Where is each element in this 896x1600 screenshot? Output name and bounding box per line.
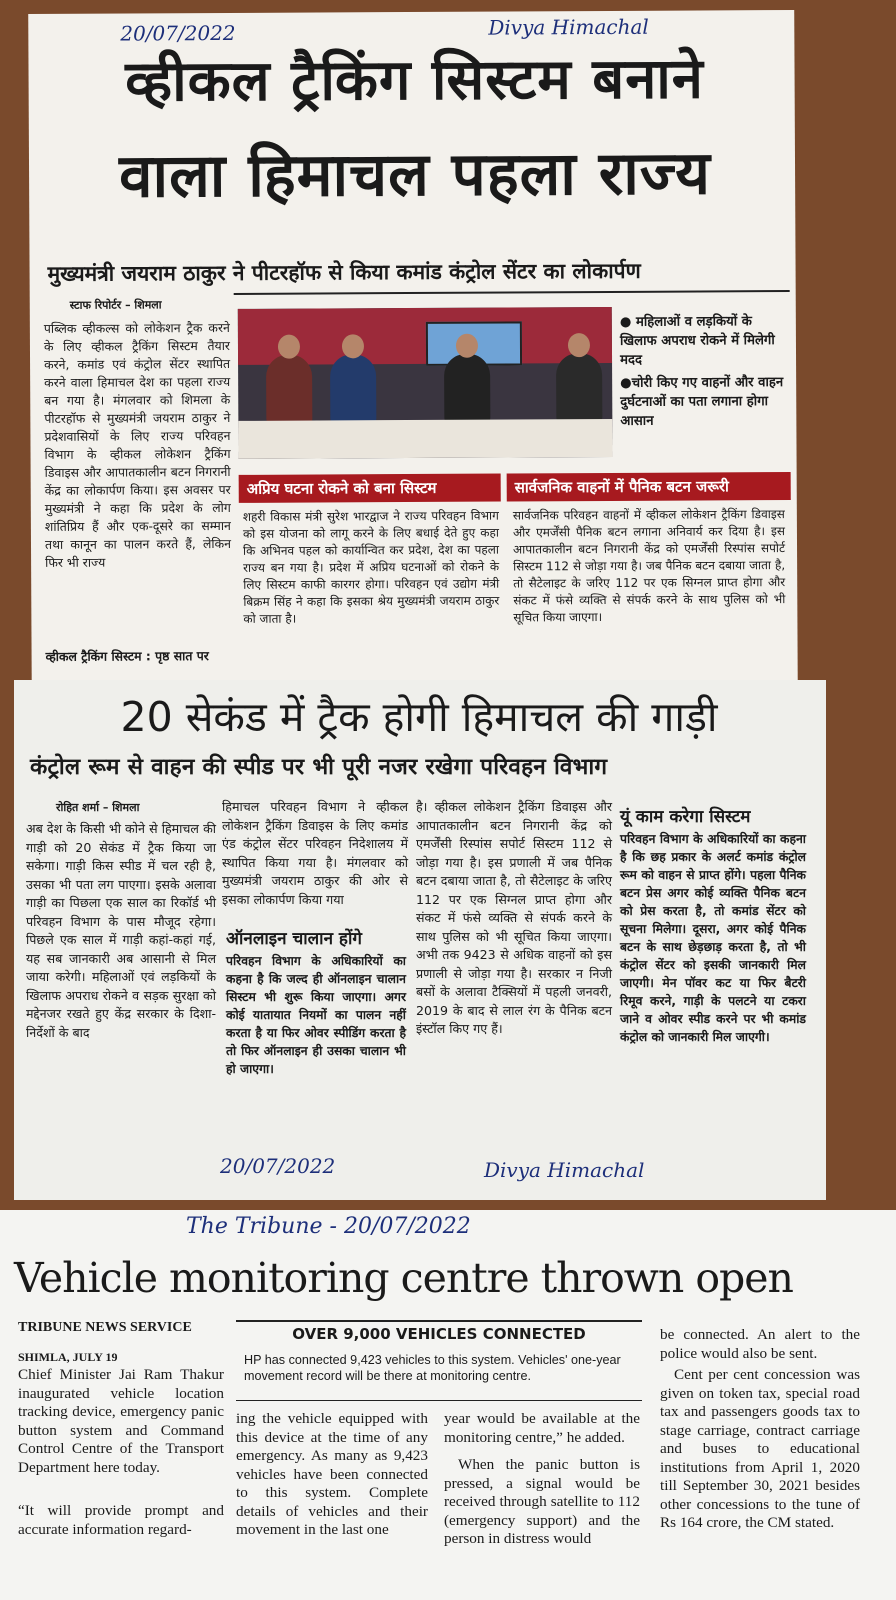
bullet-1: ● महिलाओं व लड़कियों के खिलाफ अपराध रोकने में मिलेगी मदद [619, 314, 775, 368]
online-body: परिवहन विभाग के अधिकारियों का कहना है कि जल्द ही ऑनलाइन चालान सिस्टम भी शुरू किया जाएगा। अगर कोई यातायात नियमों का पालन नहीं करता है या फिर ओवर स्पीडिंग करता है तो फिर ऑनलाइन ही उसका चालान भी हो जाएगा। [226, 954, 406, 1076]
box1-title: अप्रिय घटना रोकने को बना सिस्टम [239, 474, 501, 503]
col3b: When the panic button is pressed, a signal would be received through satellite to 112 (emergency support) and the person in distress would [444, 1456, 640, 1547]
box1-body: शहरी विकास मंत्री सुरेश भारद्वाज ने राज्य परिवहन विभाग को इस योजना को लागू करने के लिए बधाई देते हुए कहा कि अभिनव पहल को कार्यान्वित कर प्रदेश, देश का पहला राज्य बन गया है। प्रदेश में अप्रिय घटनाओं को रोकने के लिए सिस्टम काफी कारगर होगा। परिवहन एवं उद्योग मंत्री बिक्रम सिंह ने कहा कि इसका श्रेय मुख्यमंत्री जयराम ठाकुर को जाता है। [242, 508, 500, 626]
headline-line1: व्हीकल ट्रैकिंग सिस्टम बनाने [125, 46, 705, 115]
handwritten-date: 20/07/2022 [220, 1154, 336, 1178]
col1: अब देश के किसी भी कोने से हिमाचल की गाड़ी को 20 सेकंड में ट्रैक किया जा सकेगा। गाड़ी किस स्पीड में चल रही है, उसका भी पता लग पाएगा। इसके अलावा गाड़ी का पिछला एक साल का रिकॉर्ड भी परिवहन विभाग के पास मौजूद रहेगा। पिछले एक साल में गाड़ी कहां-कहां गई, यह सब जानकारी अब आसानी से मिल जाया करेगी। महिलाओं एवं लड़कियों के खिलाफ अपराध रोकने व सड़क सुरक्षा को मद्देनजर रखते हुए केंद्र सरकार के दिशा-निर्देशों के बाद [26, 821, 216, 1040]
highlight-bullets [620, 312, 791, 431]
dateline: SHIMLA, JULY 19 [18, 1350, 118, 1364]
col2: ing the vehicle equipped with this device at the time of any emergency. As many as 9,423 vehicles have been connected to this system. Complete details of vehicles and their movement in the last one [236, 1410, 428, 1538]
subheadline: कंट्रोल रूम से वाहन की स्पीड पर भी पूरी नजर रखेगा परिवहन विभाग [30, 754, 608, 780]
subheadline: मुख्यमंत्री जयराम ठाकुर ने पीटरहॉफ से किया कमांड कंट्रोल सेंटर का लोकार्पण [47, 258, 641, 286]
clipping-divya-himachal-2 [14, 680, 826, 1200]
clipping-tribune [0, 1210, 896, 1600]
bullet-2: ●चोरी किए गए वाहनों और वाहन दुर्घटनाओं का पता लगाना होगा आसान [620, 375, 784, 429]
col4b: Cent per cent concession was given on token tax, special road tax and passengers goods tax to stage carriage, contract carriage and buses to educational institutions from April 1, 2020 till September 30, 2021 besides other concessions to the tune of Rs 164 crore, the CM stated. [660, 1366, 860, 1531]
headline: 20 सेकंड में ट्रैक होगी हिमाचल की गाड़ी [120, 693, 718, 741]
headline: Vehicle monitoring centre thrown open [14, 1254, 793, 1302]
box-top-rule [236, 1320, 642, 1322]
handwritten-date: 20/07/2022 [120, 20, 236, 46]
byline: स्टाफ रिपोर्टर – शिमला [69, 298, 162, 312]
clipping-divya-himachal-1 [28, 10, 798, 694]
how-title: यूं काम करेगा सिस्टम [620, 807, 751, 827]
col3: है। व्हीकल लोकेशन ट्रैकिंग डिवाइस और आपातकालीन बटन निगरानी केंद्र को एमर्जेंसी रिस्पांस सपोर्ट सिस्टम 112 से जोड़ा गया है। इस प्रणाली में जब पैनिक बटन दबाया जाता है, तो सैटेलाइट के जरिए 112 पर एक सिग्नल प्राप्त होगा और संकट में फंसे व्यक्ति से संपर्क करने के साथ पुलिस को भी सूचित किया जाएगा। अभी तक 9423 से अधिक वाहनों को इस प्रणाली से जोड़ा गया है। सरकार न निजी बसों के अलावा टैक्सियों में पहली जनवरी, 2019 के बाद से लाल रंग के पैनिक बटन इंस्टॉल किए गए हैं। [416, 799, 612, 1036]
col2: हिमाचल परिवहन विभाग ने व्हीकल लोकेशन ट्रैकिंग डिवाइस के लिए कमांड एंड कंट्रोल सेंटर परिवहन निदेशालय में स्थापित किया गया है। मंगलवार को मुख्यमंत्री जयराम ठाकुर की ओर से इसका लोकार्पण किया गया [222, 799, 408, 907]
divider [234, 290, 790, 295]
col3: year would be available at the monitoring centre,” he added. [444, 1410, 640, 1446]
how-body: परिवहन विभाग के अधिकारियों का कहना है कि छह प्रकार के अलर्ट कमांड कंट्रोल रूम को वाहन से प्राप्त होंगे। पहला पैनिक बटन प्रेस अगर कोई व्यक्ति पैनिक बटन को प्रेस करता है, तो कमांड सेंटर को सूचना मिलेगा। दूसरा, अगर कोई पैनिक बटन के साथ छेड़छाड़ करता है, तो भी कंट्रोल सेंटर को इसकी जानकारी मिल जाएगी। मेन पॉवर कट या फिर बैटरी रिमूव करने, गाड़ी के पलटने या टकरा जाने व ओवर स्पीड करने पर भी कमांड कंट्रोल को जानकारी मिल जाएगी। [620, 832, 806, 1044]
col1b: “It will provide prompt and accurate information regard- [18, 1502, 224, 1538]
col1: Chief Minister Jai Ram Thakur inaugurated vehicle location tracking device, emergency panic button system and Command Control Centre of the Transport Department here today. [18, 1366, 224, 1476]
col4: be connected. An alert to the police would also be sent. [660, 1326, 860, 1362]
event-photo [238, 307, 613, 459]
handwritten-note: The Tribune - 20/07/2022 [186, 1214, 471, 1239]
online-title: ऑनलाइन चालान होंगे [226, 929, 362, 949]
box-title: OVER 9,000 VEHICLES CONNECTED [292, 1325, 586, 1343]
left-column-jump: व्हीकल ट्रैकिंग सिस्टम : पृष्ठ सात पर [45, 648, 209, 664]
handwritten-source: Divya Himachal [484, 1158, 645, 1182]
byline: रोहित शर्मा – शिमला [56, 801, 140, 814]
news-service: TRIBUNE NEWS SERVICE [18, 1320, 192, 1335]
box2-title: सार्वजनिक वाहनों में पैनिक बटन जरूरी [507, 472, 791, 501]
left-column: पब्लिक व्हीकल्स को लोकेशन ट्रैक करने के लिए व्हीकल ट्रैकिंग सिस्टम तैयार करने, कमांड एवं कंट्रोल सेंटर स्थापित करने वाला हिमाचल देश का पहला राज्य बन गया है। मंगलवार को शिमला के पीटरहॉफ से मुख्यमंत्री जयराम ठाकुर ने प्रदेशवासियों के लिए राज्य परिवहन विभाग के व्हीकल लोकेशन ट्रैकिंग डिवाइस और आपातकालीन बटन निगरानी केंद्र का लोकार्पण किया। इस अवसर पर मुख्यमंत्री ने कहा कि प्रदेश के लोग शांतिप्रिय हैं और एक-दूसरे का सम्मान तथा कानून का पालन करते हैं, लेकिन फिर भी राज्य [43, 319, 232, 570]
headline-line2: वाला हिमाचल पहला राज्य [119, 138, 712, 212]
box-body: HP has connected 9,423 vehicles to this system. Vehicles' one-year movement record will be there at monitoring centre. [244, 1353, 621, 1383]
box2-body: सार्वजनिक परिवहन वाहनों में व्हीकल लोकेशन ट्रैकिंग डिवाइस और एमर्जेंसी पैनिक बटन लगाना अनिवार्य कर दिया है। इस आपातकालीन बटन निगरानी केंद्र को एमर्जेंसी रिस्पांस सपोर्ट सिस्टम 112 से जोड़ा गया है। जब पैनिक बटन दबाया जाता है, तो सैटेलाइट के जरिए 112 पर एक सिग्नल प्राप्त होगा और संकट में फंसे व्यक्ति से संपर्क करने के साथ पुलिस को भी सूचित किया जाएगा। [512, 507, 786, 625]
handwritten-source: Divya Himachal [488, 14, 649, 40]
box-bottom-rule [236, 1400, 642, 1401]
